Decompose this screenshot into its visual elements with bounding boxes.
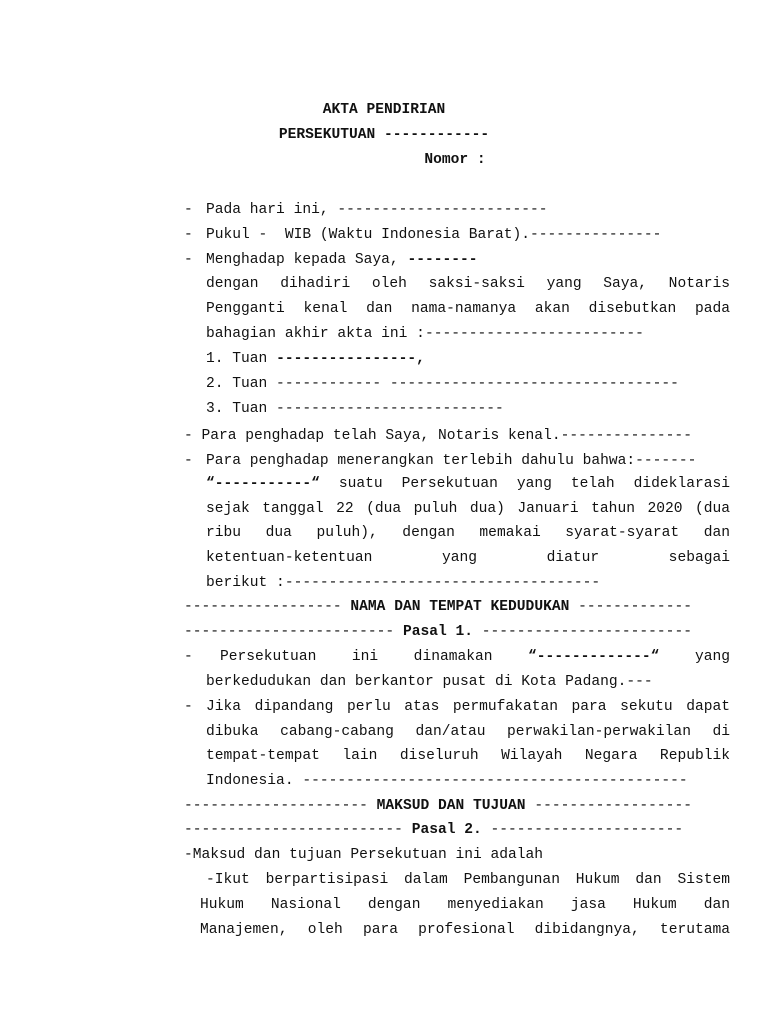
para-line: berkedudukan dan berkantor pusat di Kota Padang.--- <box>206 674 653 690</box>
bullet: - <box>184 699 193 715</box>
para-line: Jika dipandang perlu atas permufakatan para sekutu dapat <box>206 699 730 715</box>
para-line: Menghadap kepada Saya, -------- <box>206 252 478 268</box>
bullet: - <box>184 453 193 469</box>
para-line: Pada hari ini, ------------------------ <box>206 202 548 218</box>
list-item: 2. Tuan ------------ --------------------------------- <box>206 376 679 392</box>
para-line: Manajemen, oleh para profesional dibidangnya, terutama <box>200 922 730 938</box>
list-item: 3. Tuan -------------------------- <box>206 401 504 417</box>
para-line: Indonesia. -------------------------------------------- <box>206 773 688 789</box>
para-line: -Ikut berpartisipasi dalam Pembangunan Hukum dan Sistem <box>206 872 730 888</box>
doc-title: AKTA PENDIRIAN <box>322 102 446 118</box>
para-line: berikut :------------------------------------ <box>206 575 601 591</box>
section-heading: --------------------- MAKSUD DAN TUJUAN ------------------ <box>184 798 692 814</box>
bullet: - <box>184 202 193 218</box>
para-line: sejak tanggal 22 (dua puluh dua) Januari tahun 2020 (dua <box>206 501 730 517</box>
para-line: Para penghadap menerangkan terlebih dahulu bahwa:------- <box>206 453 697 469</box>
para-line: bahagian akhir akta ini :------------------------- <box>206 326 644 342</box>
para-line: tempat-tempat lain diseluruh Wilayah Negara Republik <box>206 748 730 764</box>
doc-nomor: Nomor : <box>424 152 486 168</box>
para-line: ketentuan-ketentuan yang diatur sebagai <box>206 550 730 566</box>
para-line: Persekutuan ini dinamakan “-------------“ yang <box>220 649 730 665</box>
doc-subtitle: PERSEKUTUAN ------------ <box>278 127 490 143</box>
para-line: Hukum Nasional dengan menyediakan jasa Hukum dan <box>200 897 730 913</box>
para-line: Pengganti kenal dan nama-namanya akan disebutkan pada <box>206 301 730 317</box>
para-line: - Para penghadap telah Saya, Notaris kenal.--------------- <box>184 428 692 444</box>
bullet: - <box>184 252 193 268</box>
article-heading: ------------------------- Pasal 2. ---------------------- <box>184 822 684 838</box>
article-heading: ------------------------ Pasal 1. ------------------------ <box>184 624 692 640</box>
para-line: ribu dua puluh), dengan memakai syarat-syarat dan <box>206 525 730 541</box>
para-line: dibuka cabang-cabang dan/atau perwakilan-perwakilan di <box>206 724 730 740</box>
para-line: “-----------“ suatu Persekutuan yang telah dideklarasi <box>206 476 730 492</box>
para-line: -Maksud dan tujuan Persekutuan ini adalah <box>184 847 544 863</box>
bullet: - <box>184 649 193 665</box>
bullet: - <box>184 227 193 243</box>
list-item: 1. Tuan ----------------, <box>206 351 425 367</box>
para-line: Pukul - WIB (Waktu Indonesia Barat).--------------- <box>206 227 662 243</box>
para-line: dengan dihadiri oleh saksi-saksi yang Saya, Notaris <box>206 276 730 292</box>
section-heading: ------------------ NAMA DAN TEMPAT KEDUDUKAN ------------- <box>184 599 692 615</box>
